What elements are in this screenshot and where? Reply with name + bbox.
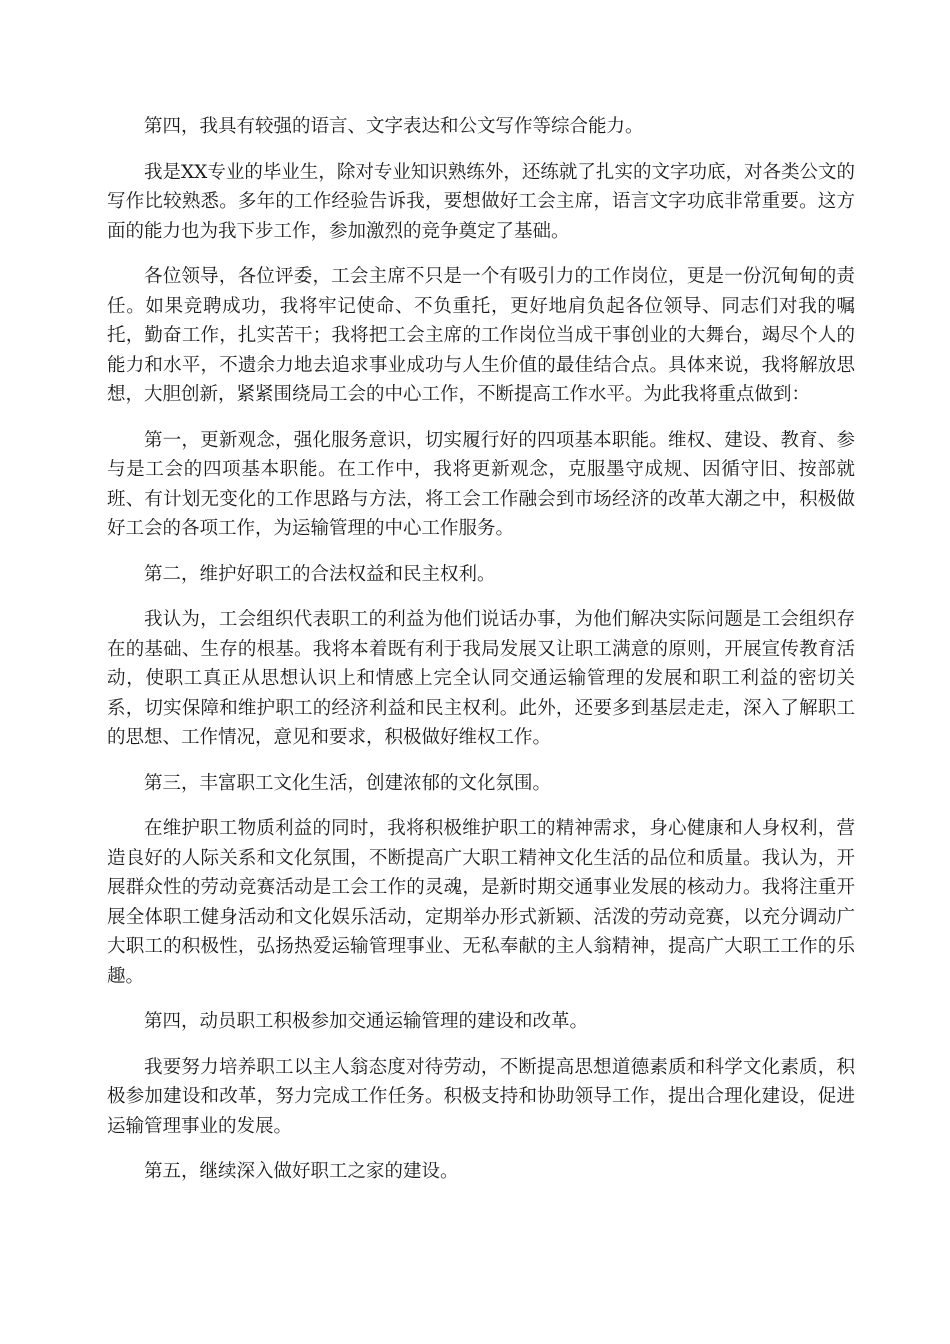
paragraph: 我认为，工会组织代表职工的利益为他们说话办事，为他们解决实际问题是工会组织存在的基础、生存的根基。我将本着既有利于我局发展又让职工满意的原则，开展宣传教育活动，使职工真正从思想认识上和情感上完全认同交通运输管理的发展和职工利益的密切关系，切实保障和维护职工的经济利益和民主权利。此外，还要多到基层走走，深入了解职工的思想、工作情况，意见和要求，积极做好维权工作。 — [107, 609, 855, 748]
paragraph: 我要努力培养职工以主人翁态度对待劳动，不断提高思想道德素质和科学文化素质，积极参加建设和改革，努力完成工作任务。积极支持和协助领导工作，提出合理化建设，促进运输管理事业的发展。 — [107, 1056, 855, 1137]
paragraph: 第五，继续深入做好职工之家的建设。 — [144, 1161, 459, 1182]
document-body — [107, 112, 855, 1203]
paragraph: 第四，动员职工积极参加交通运输管理的建设和改革。 — [144, 1011, 589, 1032]
paragraph: 在维护职工物质利益的同时，我将积极维护职工的精神需求，身心健康和人身权利，营造良好的人际关系和文化氛围，不断提高广大职工精神文化生活的品位和质量。我认为，开展群众性的劳动竞赛活动是工会工作的灵魂，是新时期交通事业发展的核动力。我将注重开展全体职工健身活动和文化娱乐活动，定期举办形式新颖、活泼的劳动竞赛，以充分调动广大职工的积极性，弘扬热爱运输管理事业、无私奉献的主人翁精神，提高广大职工工作的乐趣。 — [107, 818, 855, 987]
paragraph: 第一，更新观念，强化服务意识，切实履行好的四项基本职能。维权、建设、教育、参与是工会的四项基本职能。在工作中，我将更新观念，克服墨守成规、因循守旧、按部就班、有计划无变化的工作思路与方法，将工会工作融会到市场经济的改革大潮之中，积极做好工会的各项工作，为运输管理的中心工作服务。 — [107, 429, 855, 539]
paragraph: 我是XX专业的毕业生，除对专业知识熟练外，还练就了扎实的文字功底，对各类公文的写作比较熟悉。多年的工作经验告诉我，要想做好工会主席，语言文字功底非常重要。这方面的能力也为我下步工作，参加激烈的竞争奠定了基础。 — [107, 161, 855, 242]
paragraph: 第四，我具有较强的语言、文字表达和公文写作等综合能力。 — [144, 116, 644, 137]
paragraph: 各位领导，各位评委，工会主席不只是一个有吸引力的工作岗位，更是一份沉甸甸的责任。如果竞聘成功，我将牢记使命、不负重托，更好地肩负起各位领导、同志们对我的嘱托，勤奋工作，扎实苦干；我将把工会主席的工作岗位当成干事创业的大舞台，竭尽个人的能力和水平，不遗余力地去追求事业成功与人生价值的最佳结合点。具体来说，我将解放思想，大胆创新，紧紧围绕局工会的中心工作，不断提高工作水平。为此我将重点做到： — [107, 266, 855, 405]
paragraph: 第二，维护好职工的合法权益和民主权利。 — [144, 563, 496, 585]
paragraph: 第三，丰富职工文化生活，创建浓郁的文化氛围。 — [144, 772, 552, 794]
